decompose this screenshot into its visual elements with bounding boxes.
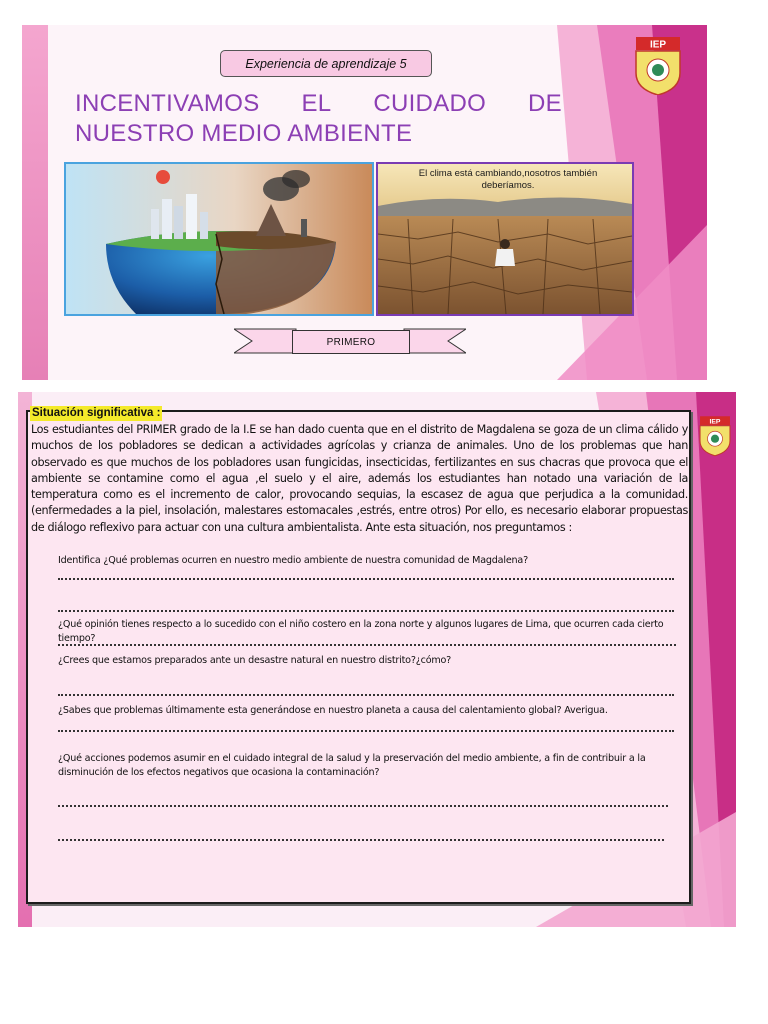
answer-line[interactable]	[58, 604, 674, 612]
answer-line[interactable]	[58, 799, 668, 807]
drought-photo	[376, 162, 634, 316]
title-word-4: DE	[528, 90, 562, 117]
grade-ribbon	[234, 327, 466, 355]
page-title	[75, 89, 562, 149]
drought-caption: El clima está cambiando,nosotros también deberíamos.	[418, 168, 598, 191]
slide-cover	[22, 25, 707, 380]
question-4: ¿Sabes que problemas últimamente esta generándose en nuestro planeta a causa del calentamiento global? Averigua.	[58, 705, 608, 716]
answer-line[interactable]	[58, 833, 664, 841]
question-1: Identifica ¿Qué problemas ocurren en nuestro medio ambiente de nuestra comunidad de Magdalena?	[58, 555, 528, 566]
school-logo	[633, 37, 683, 95]
answer-line[interactable]	[58, 688, 674, 696]
earth-illustration	[64, 162, 374, 316]
title-word-1: INCENTIVAMOS	[75, 90, 260, 117]
grade-label: PRIMERO	[292, 330, 410, 354]
situation-label: Situación significativa :	[32, 407, 161, 419]
question-3: ¿Crees que estamos preparados ante un desastre natural en nuestro distrito?¿cómo?	[58, 655, 452, 666]
answer-line[interactable]	[58, 724, 674, 732]
question-2: ¿Qué opinión tienes respecto a lo sucedido con el niño costero en la zona norte y algunos lugares de Lima, que ocurren cada cierto tiempo?	[58, 619, 664, 644]
left-pink-band	[22, 25, 48, 380]
answer-line[interactable]	[58, 572, 674, 580]
situation-paragraph: Los estudiantes del PRIMER grado de la I.E se han dado cuenta que en el distrito de Magdalena se goza de un clima cálido y muchos de los pobladores se dedican a actividades agrícolas y crianza de animales. Uno de los problemas que han observado es que muchos de los pobladores usan fungicidas, insecticidas, fertilizantes en sus chacras que provoca que el ambiente se contamine como el agua ,el suelo y el aire, además los estudiantes han notado una variación de la temperatura como es el incremento de calor, provocando sequias, la escasez de agua que perjudica a la comunidad. (enfermedades a la piel, insolación, malestares estomacales ,estrés, entre otros) Por ello, es necesario elaborar propuestas de diálogo reflexivo para actuar con una cultura ambientalista. Ante esta situación, nos preguntamos :	[31, 423, 688, 534]
svg-text:IEP: IEP	[709, 418, 721, 426]
question-5: ¿Qué acciones podemos asumir en el cuidado integral de la salud y la preservación del medio ambiente, a fin de contribuir a la disminución de los efectos negativos que ocasiona la contaminación?	[58, 753, 646, 778]
title-line-2: NUESTRO MEDIO AMBIENTE	[75, 120, 413, 147]
answer-line[interactable]	[58, 638, 676, 646]
slide-situation	[18, 392, 736, 927]
svg-text:IEP: IEP	[649, 39, 667, 51]
title-word-3: CUIDADO	[373, 90, 487, 117]
school-logo	[698, 408, 732, 464]
experience-label: Experiencia de aprendizaje 5	[220, 50, 432, 77]
title-word-2: EL	[301, 90, 332, 117]
